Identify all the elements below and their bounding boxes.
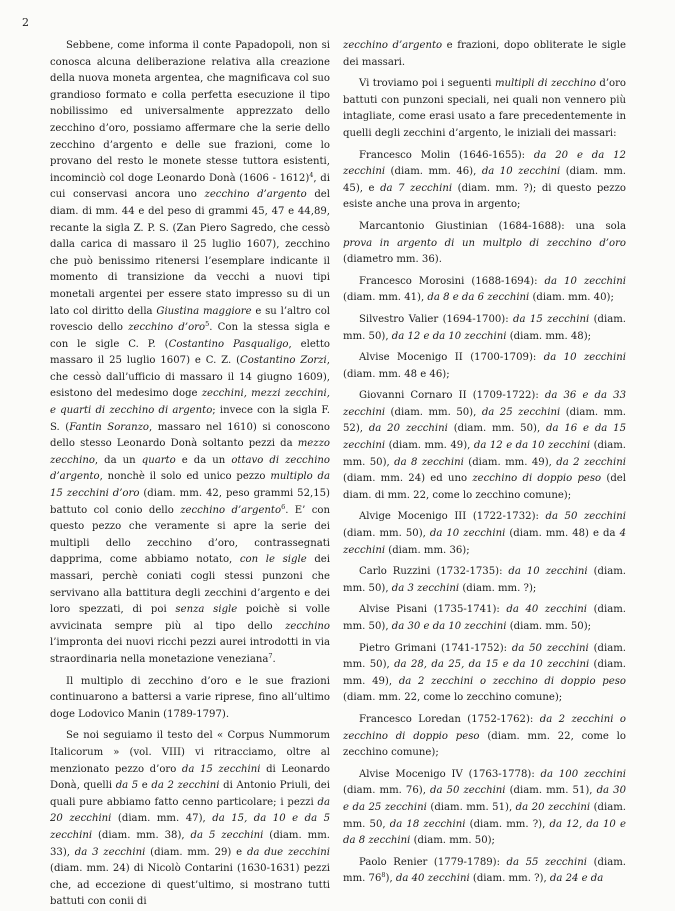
text-run: . <box>272 653 276 665</box>
text-run: (diam. mm. 48) e da <box>505 528 620 540</box>
italic-text: con le sigle <box>239 554 307 566</box>
italic-text: zecchino <box>285 620 330 632</box>
italic-text: da 12 e da 10 zecchini <box>391 330 507 342</box>
italic-text: quarto <box>141 454 176 466</box>
text-run: Alvise Pisani (1735-1741): <box>359 604 507 616</box>
text-run: (diam. mm. 50); <box>410 835 495 847</box>
body-paragraph <box>343 76 626 142</box>
doge-entry-paragraph <box>343 312 626 345</box>
text-run: e su l’altro col rovescio dello <box>50 305 330 334</box>
italic-text: zecchino d’argento <box>343 40 443 51</box>
italic-text: da 30 e da 10 zecchini <box>391 621 507 632</box>
footnote-ref: 5 <box>205 320 210 329</box>
right-column <box>343 38 626 888</box>
text-run: Alvise Mocenigo IV (1763-1778): <box>359 768 541 780</box>
italic-text: da 12, da 10 e da 8 zecchini <box>343 818 626 847</box>
text-run: Vi troviamo poi i seguenti <box>359 78 495 90</box>
text-run: , eletto massaro il 25 luglio 1607) e C. Z. ( <box>50 338 330 367</box>
italic-text: da 12 e da 10 zecchini <box>473 440 591 452</box>
italic-text: da 2 zecchini o zecchino di doppio peso <box>343 713 626 742</box>
italic-text: da 28, da 25, da 15 e da 10 zecchini <box>394 659 590 671</box>
italic-text: zecchini, mezzi zecchini, e quarti di zecchino di argento <box>50 388 330 417</box>
text-run: Francesco Molin (1646-1655): <box>359 149 534 161</box>
italic-text: zecchino d’oro <box>128 322 206 334</box>
italic-text: da 5 <box>115 780 139 792</box>
text-run: (diam. mm. 50), <box>343 528 430 540</box>
text-run: (diam. mm. 76), <box>343 785 430 797</box>
italic-text: zecchino di doppio peso <box>472 473 602 485</box>
italic-text: da 7 zecchini <box>380 182 453 194</box>
doge-entry-paragraph <box>343 855 626 888</box>
text-run: di Antonio Priuli, dei quali pure abbiamo fatto cenno particolare; i pezzi <box>50 780 331 808</box>
text-run: di Leonardo Donà, quelli <box>50 763 330 792</box>
italic-text: prova in argento di un multplo di zecchino d’oro <box>343 237 626 249</box>
left-column <box>50 38 330 911</box>
italic-text: 4 zecchini <box>343 528 626 556</box>
text-run: l’impronta dei nuovi ricchi pezzi aurei introdotti in via straordinaria nella monetazione veneziana <box>50 637 330 665</box>
italic-text: da 10 zecchini <box>543 352 627 364</box>
italic-text: Giustina maggiore <box>156 305 252 317</box>
body-paragraph <box>50 728 330 911</box>
text-run: Francesco Loredan (1752-1762): <box>359 713 540 725</box>
doge-entry-paragraph <box>343 274 626 307</box>
italic-text: da 2 zecchini o zecchino di doppio peso <box>398 675 627 687</box>
text-run: dei massari, perchè coniati cogli stessi punzoni che servivano alla battitura degli zecchini d’argento e dei loro spezzati, di poi <box>50 554 330 616</box>
text-run: Giovanni Cornaro II (1709-1722): <box>359 390 545 402</box>
italic-text: da 25 zecchini <box>481 406 561 418</box>
italic-text: da 15 zecchini <box>513 313 590 325</box>
body-paragraph <box>343 38 626 71</box>
italic-text: da 24 e da <box>549 873 604 885</box>
text-run: (diam. mm. 50), <box>447 423 547 435</box>
text-run: e da un <box>175 454 232 466</box>
italic-text: da 20 zecchini <box>50 796 330 825</box>
italic-text: da 40 zecchini <box>506 604 587 616</box>
text-run: (diam. mm. 52), <box>343 406 626 435</box>
italic-text: da 3 zecchini <box>391 582 460 594</box>
text-run: Carlo Ruzzini (1732-1735): <box>359 566 509 578</box>
text-run: (diam. mm. 48 e 46); <box>343 368 450 380</box>
text-run: , massaro nel 1610) si conoscono dello stesso Leonardo Donà soltanto pezzi da <box>50 421 330 450</box>
italic-text: da due zecchini <box>246 846 331 858</box>
body-paragraph <box>50 38 330 669</box>
text-run: (diam. mm. 47), <box>111 813 213 825</box>
italic-text: da 15 zecchini <box>181 763 261 775</box>
text-run: (diam. mm. 49), <box>463 456 557 468</box>
italic-text: multiplo da 15 zecchini d’oro <box>50 471 330 500</box>
text-run: (diam. mm. 22, come lo zecchino comune); <box>343 730 626 759</box>
text-run: (diam. mm. ?); di questo pezzo esiste anche una prova in argento; <box>343 182 626 211</box>
text-run: (diam. mm. 48); <box>506 330 592 342</box>
text-run: (diam. mm. 50), <box>343 440 626 468</box>
text-run: Se noi seguiamo il testo del « Corpus Nummorum Italicorum » (vol. VIII) vi ritracciamo, oltre al menzionato pezzo d’oro <box>50 730 330 775</box>
doge-entry-paragraph <box>343 602 626 635</box>
italic-text: da 100 zecchini <box>540 768 626 780</box>
text-run: (diam. mm. 50), <box>343 566 626 594</box>
text-run: (diam. mm. 46), <box>385 166 482 178</box>
text-run: (diam. mm. 50, <box>343 801 626 830</box>
text-run: (diam. mm. 50), <box>343 604 627 632</box>
italic-text: da 20 e da 12 zecchini <box>343 149 626 178</box>
italic-text: da 20 zecchini <box>515 801 591 813</box>
text-run: Il multiplo di zecchino d’oro e le sue frazioni continuarono a battersi a varie riprese, fino all’ultimo doge Lodovico Manin (1789-1797). <box>50 675 330 720</box>
italic-text: da 50 zecchini <box>430 785 506 797</box>
text-run: (diam. mm. 50), <box>385 406 482 418</box>
text-run: (diam. mm. 22, come lo zecchino comune); <box>343 692 563 704</box>
text-run: (diam. mm. ?); <box>459 582 537 594</box>
text-run: (diam. mm. 40); <box>529 292 614 304</box>
text-run: (diam. mm. 24) di Nicolò Contarini (1630-1631) pezzi che, ad eccezione di quest’ultimo, si mostrano tutti battuti con conii di <box>50 863 330 908</box>
text-run: Alvige Mocenigo III (1722-1732): <box>359 511 546 523</box>
italic-text: da 20 zecchini <box>368 423 448 435</box>
text-run: Alvise Mocenigo II (1700-1709): <box>359 352 544 364</box>
text-run: (diam. mm. 51), <box>505 785 597 797</box>
italic-text: Costantino Pasqualigo <box>168 338 289 350</box>
page-number: 2 <box>22 16 30 29</box>
text-run: Silvestro Valier (1694-1700): <box>359 313 514 325</box>
doge-entry-paragraph <box>343 564 626 597</box>
text-run: , da un <box>94 454 142 466</box>
italic-text: da 10 zecchini <box>544 275 626 287</box>
text-run: (diam. mm. 45), e <box>343 166 626 194</box>
footnote-ref: 8 <box>381 871 386 880</box>
text-run: ; invece con la sigla F. S. ( <box>50 405 330 433</box>
italic-text: da 50 zecchini <box>545 511 626 523</box>
doge-entry-paragraph <box>343 641 626 707</box>
text-run: e frazioni, dopo obliterate le sigle dei massari. <box>343 40 626 68</box>
text-run: . E’ con questo pezzo che veramente si apre la serie dei multipli dello zecchino d’oro, contrassegnati dapprima, come abbiamo notato, <box>50 504 330 566</box>
text-run: e <box>138 780 152 792</box>
text-run: Paolo Renier (1779-1789): <box>359 856 507 868</box>
footnote-ref: 4 <box>309 170 314 179</box>
text-run: . Con la stessa sigla e con le sigle C. P. ( <box>50 322 330 350</box>
italic-text: mezzo zecchino <box>50 438 330 466</box>
text-run: (diam. mm. 49), <box>343 659 626 687</box>
italic-text: Costantino Zorzi <box>240 355 327 367</box>
text-run: (diam. mm. 33), <box>50 829 330 858</box>
text-run: (diam. mm. ?), <box>465 818 550 830</box>
text-run: (diam. mm. 42, peso grammi 52,15) battuto col conio dello <box>50 488 330 516</box>
text-run: (diam. mm. 50); <box>506 621 592 632</box>
doge-entry-paragraph <box>343 148 626 214</box>
italic-text: da 2 zecchini <box>151 780 220 792</box>
italic-text: multipli di zecchino <box>494 78 596 90</box>
text-run: , di cui conservasi ancora uno <box>50 172 330 201</box>
text-run: poichè si volle avvicinata sempre più al tipo dello <box>50 604 330 632</box>
text-run: (diam. mm. ?), <box>469 873 550 885</box>
doge-entry-paragraph <box>343 767 626 850</box>
italic-text: Fantin Soranzo <box>69 421 150 433</box>
text-run: (diametro mm. 36). <box>343 254 442 266</box>
text-run: , nonchè il solo ed unico pezzo <box>99 471 271 483</box>
doge-entry-paragraph <box>343 388 626 504</box>
body-paragraph <box>50 674 330 724</box>
text-run: del diam. di mm. 44 e del peso di grammi 45, 47 e 44,89, recante la sigla Z. P. S. (Zan Piero Sagredo, che cessò dalla carica di massaro il 25 luglio 1607), zecchino che può benissimo ritenersi l’esemplare indicante il momento di transizione da vecchi a nuovi tipi monetali argentei per essere stato impresso su di un lato col diritto della <box>50 189 330 317</box>
italic-text: da 10 zecchini <box>508 566 588 578</box>
text-run: (diam. mm. 36); <box>385 544 470 556</box>
italic-text: da 10 zecchini <box>481 166 561 178</box>
italic-text: da 50 zecchini <box>511 642 589 654</box>
italic-text: senza sigle <box>175 604 238 616</box>
doge-entry-paragraph <box>343 350 626 383</box>
text-run: (diam. mm. 51), <box>426 801 516 813</box>
text-run: Pietro Grimani (1741-1752): <box>359 642 512 654</box>
italic-text: da 3 zecchini <box>74 846 146 858</box>
text-run: (diam. mm. 76 <box>343 856 627 885</box>
doge-entry-paragraph <box>343 219 626 269</box>
text-run: (diam. mm. 49), <box>385 440 474 452</box>
text-run: (del diam. di mm. 22, come lo zecchino comune); <box>343 473 626 501</box>
footnote-ref: 7 <box>268 651 273 660</box>
italic-text: da 18 zecchini <box>389 818 466 830</box>
italic-text: ottavo di zecchino d’argento <box>50 454 330 483</box>
doge-entry-paragraph <box>343 712 626 762</box>
italic-text: da 36 e da 33 zecchini <box>343 390 626 418</box>
italic-text: zecchino d’argento <box>180 504 282 516</box>
italic-text: da 30 e da 25 zecchini <box>343 785 626 813</box>
text-run: (diam. mm. 50), <box>343 642 627 671</box>
text-run: , che cessò dall’ufficio di massaro il 14 giugno 1609), esistono del medesimo doge <box>50 355 331 400</box>
italic-text: zecchino d’argento <box>204 189 307 201</box>
text-run: Marcantonio Giustinian (1684-1688): una sola <box>359 220 626 232</box>
italic-text: da 10 zecchini <box>429 528 506 540</box>
italic-text: da 40 zecchini <box>395 873 470 885</box>
text-run: (diam. mm. 50), <box>343 313 627 342</box>
doge-entry-paragraph <box>343 509 626 559</box>
text-run: ), <box>385 873 396 885</box>
text-run: (diam. mm. 38), <box>92 829 191 841</box>
text-run: d’oro battuti con punzoni speciali, nei quali non vennero più intagliate, come erasi usato a fare precedentemente in quelli degli zecchini d’argento, le iniziali dei massari: <box>343 78 627 139</box>
text-run: (diam. mm. 24) ed uno <box>343 473 473 485</box>
italic-text: da 8 e da 6 zecchini <box>427 292 530 304</box>
text-run: Sebbene, come informa il conte Papadopoli, non si conosca alcuna deliberazione relativa alla creazione della nuova moneta argentea, che magnificava col suo grandioso formato e colla perfetta esecuzione il tipo nobilissimo ed universalmente apprezzato dello zecchino d’oro, possiamo affermare che la serie dello zecchino d’argento e delle sue frazioni, come lo provano del resto le monete stesse tuttora esistenti, incominciò col doge Leonardo Donà (1606 - 1612) <box>50 40 330 184</box>
text-run: Francesco Morosini (1688-1694): <box>359 275 545 287</box>
italic-text: da 2 zecchini <box>556 456 626 468</box>
italic-text: da 8 zecchini <box>394 456 464 468</box>
text-run: (diam. mm. 29) e <box>145 846 247 858</box>
italic-text: da 5 zecchini <box>190 829 264 841</box>
italic-text: da 55 zecchini <box>506 856 588 868</box>
footnote-ref: 6 <box>281 502 286 511</box>
italic-text: da 16 e da 15 zecchini <box>343 423 626 452</box>
text-run: (diam. mm. 41), <box>343 292 428 304</box>
italic-text: da 15, da 10 e da 5 zecchini <box>50 813 331 841</box>
